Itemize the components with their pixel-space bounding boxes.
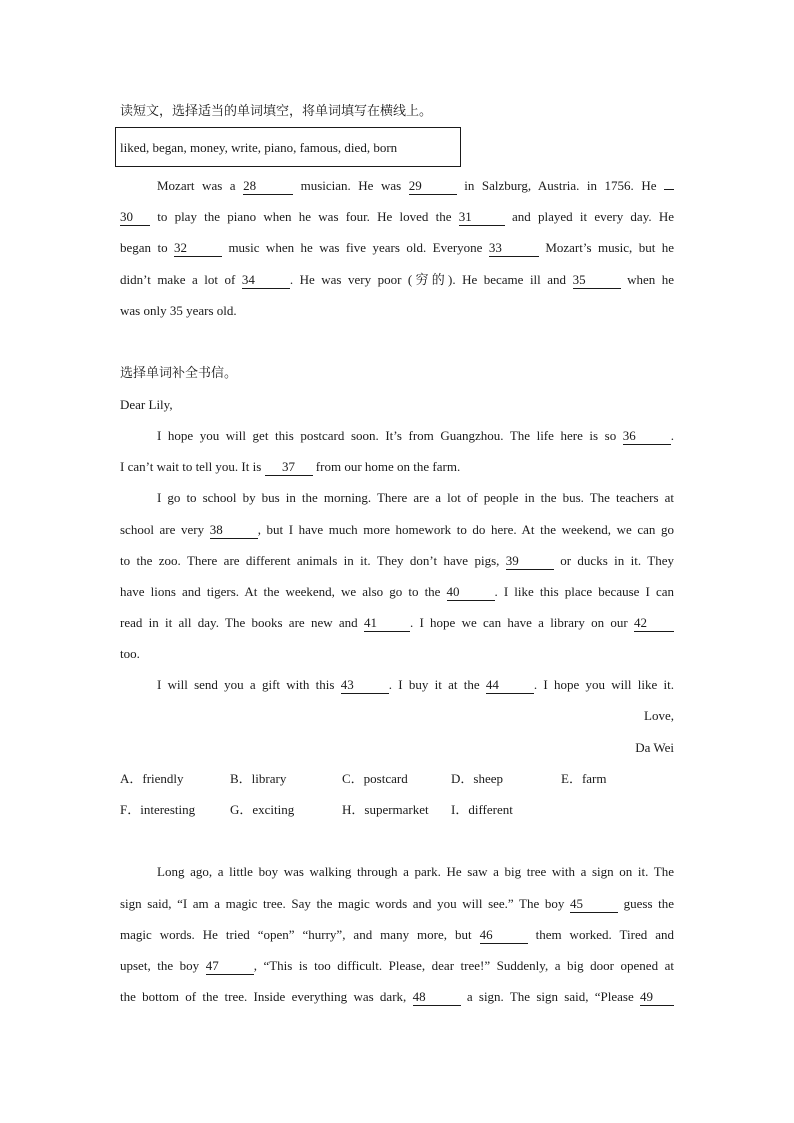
answer-blank-34[interactable]: 34 [242, 272, 290, 289]
text: and played it every day. He [504, 209, 674, 224]
option-e: E．farm [561, 771, 607, 786]
text: from our home on the farm. [312, 459, 461, 474]
text: began to [120, 240, 175, 255]
story-line [120, 893, 674, 915]
passage-line [120, 269, 674, 291]
letter-line [120, 550, 674, 572]
option-c: C．postcard [342, 771, 408, 786]
section1-instruction: 读短文，选择适当的单词填空，将单词填写在横线上。 [120, 104, 433, 119]
answer-blank-36[interactable]: 36 [623, 428, 671, 445]
letter-closing: Love, [644, 708, 674, 723]
letter-line [120, 456, 674, 478]
section2-instruction: 选择单词补全书信。 [120, 366, 238, 381]
text: didn’t make a lot of [120, 272, 242, 287]
letter-line [120, 519, 674, 541]
story-line [120, 986, 674, 1008]
letter-line [120, 425, 674, 447]
answer-blank-46[interactable]: 46 [480, 927, 528, 944]
option-b: B．library [230, 771, 287, 786]
answer-blank-30[interactable]: 30 [120, 209, 150, 226]
text: guess the [618, 896, 674, 911]
text: have lions and tigers. At the weekend, we also go to the [120, 584, 447, 599]
option-f: F．interesting [120, 802, 196, 817]
story-line: Long ago, a little boy was walking through a park. He saw a big tree with a sign on it. The [157, 864, 674, 879]
answer-blank-43[interactable]: 43 [341, 677, 389, 694]
letter-line [120, 674, 674, 696]
answer-blank-29: 29 [409, 178, 457, 195]
option-d: D．sheep [451, 771, 503, 786]
passage-line [120, 237, 674, 259]
text: to play the piano when he was four. He loved the [150, 209, 459, 224]
passage-line [120, 206, 674, 228]
answer-blank-38[interactable]: 38 [210, 522, 258, 539]
option-i: I．different [451, 802, 513, 817]
option-g: G．exciting [230, 802, 295, 817]
word-bank: liked, began, money, write, piano, famous, died, born [120, 140, 398, 155]
text: to the zoo. There are different animals in it. They don’t have pigs, [120, 553, 506, 568]
text: in Salzburg, Austria. in 1756. He [456, 178, 664, 193]
text: , “This is too difficult. Please, dear tree!” Suddenly, a big door opened at [253, 958, 674, 973]
text: . I hope you will like it. [533, 677, 674, 692]
text: them worked. Tired and [527, 927, 674, 942]
text: I hope you will get this postcard soon. It’s from Guangzhou. The life here is so [157, 428, 623, 443]
text: sign said, “I am a magic tree. Say the magic words and you will see.” The boy [120, 896, 570, 911]
text: when he [620, 272, 675, 287]
answer-blank-42[interactable]: 42 [634, 615, 674, 632]
answer-blank-45[interactable]: 45 [570, 896, 618, 913]
answer-blank-44[interactable]: 44 [486, 677, 534, 694]
passage-line: was only 35 years old. [120, 303, 237, 318]
text: , but I have much more homework to do here. At the weekend, we can go [257, 522, 674, 537]
answer-blank-40[interactable]: 40 [447, 584, 495, 601]
text: musician. He was [293, 178, 409, 193]
letter-greeting: Dear Lily, [120, 397, 173, 412]
text: . I buy it at the [388, 677, 486, 692]
text: Mozart’s music, but he [538, 240, 674, 255]
letter-signature: Da Wei [635, 740, 674, 755]
letter-line [120, 581, 674, 603]
text: . He was very poor (穷的). He became ill and [289, 272, 573, 287]
text: upset, the boy [120, 958, 206, 973]
answer-blank-35[interactable]: 35 [573, 272, 621, 289]
text: I can’t wait to tell you. It is [120, 459, 265, 474]
text: . I hope we can have a library on our [409, 615, 634, 630]
answer-blank-37[interactable]: 37 [265, 459, 313, 476]
text: a sign. The sign said, “Please [460, 989, 640, 1004]
letter-line: I go to school by bus in the morning. There are a lot of people in the bus. The teachers at [157, 490, 674, 505]
answer-blank-39[interactable]: 39 [506, 553, 554, 570]
answer-blank-49[interactable]: 49 [640, 989, 674, 1006]
answer-blank-31[interactable]: 31 [459, 209, 505, 226]
letter-line [120, 612, 674, 634]
passage-line [120, 175, 674, 197]
story-line [120, 924, 674, 946]
text: music when he was five years old. Everyone [222, 240, 489, 255]
word-bank-box [115, 127, 461, 167]
answer-blank-48[interactable]: 48 [413, 989, 461, 1006]
text: . I like this place because I can [494, 584, 674, 599]
answer-blank-33[interactable]: 33 [489, 240, 539, 257]
text: I will send you a gift with this [157, 677, 341, 692]
text: magic words. He tried “open” “hurry”, and many more, but [120, 927, 480, 942]
answer-blank-30-start[interactable] [664, 189, 674, 190]
answer-blank-47[interactable]: 47 [206, 958, 254, 975]
answer-blank-28[interactable]: 28 [243, 178, 293, 195]
answer-blank-41[interactable]: 41 [364, 615, 410, 632]
text: . [670, 428, 674, 443]
text: read in it all day. The books are new and [120, 615, 364, 630]
option-h: H．supermarket [342, 802, 429, 817]
option-a: A．friendly [120, 771, 184, 786]
text: school are very [120, 522, 210, 537]
letter-line: too. [120, 646, 140, 661]
text: or ducks in it. They [553, 553, 674, 568]
story-line [120, 955, 674, 977]
text: Mozart was a [157, 178, 244, 193]
text: the bottom of the tree. Inside everything was dark, [120, 989, 413, 1004]
answer-blank-32[interactable]: 32 [174, 240, 222, 257]
